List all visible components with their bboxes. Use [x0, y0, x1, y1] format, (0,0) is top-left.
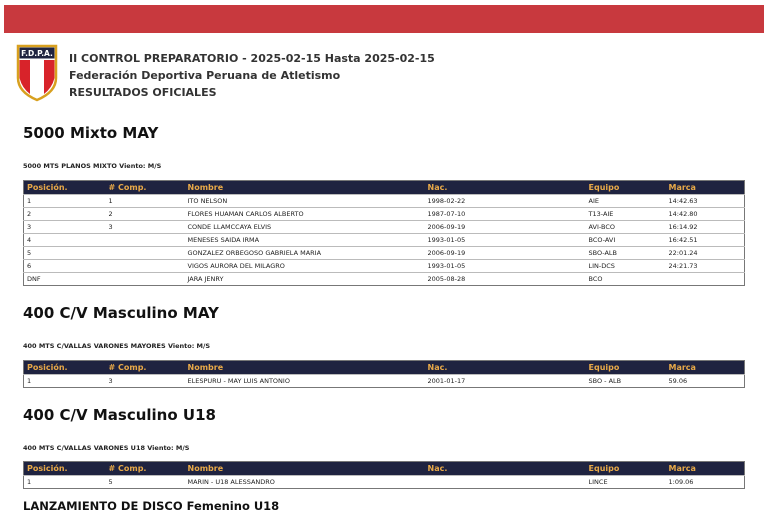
column-header-team: Equipo — [588, 464, 620, 473]
cell-mark: 1:09.06 — [666, 476, 745, 489]
cell-name: VIGOS AURORA DEL MILAGRO — [185, 260, 425, 273]
cell-position: 3 — [24, 221, 106, 234]
table-row — [24, 221, 745, 234]
cell-name: GONZALEZ ORBEGOSO GABRIELA MARIA — [185, 247, 425, 260]
cell-team: AIE — [586, 195, 666, 208]
cell-name: ITO NELSON — [185, 195, 425, 208]
table-row — [24, 195, 745, 208]
column-header-comp-number: # Comp. — [108, 183, 147, 192]
section-title: 5000 Mixto MAY — [23, 124, 159, 142]
cell-birth-date — [425, 476, 586, 489]
cell-comp-number: 3 — [106, 375, 185, 388]
cell-position: DNF — [24, 273, 106, 286]
cell-name: ELESPURU - MAY LUIS ANTONIO — [185, 375, 425, 388]
top-banner — [4, 5, 764, 33]
table-row — [24, 375, 745, 388]
column-header-name: Nombre — [187, 464, 224, 473]
cell-team: LIN-DCS — [586, 260, 666, 273]
column-header-name: Nombre — [187, 363, 224, 372]
cell-comp-number — [106, 273, 185, 286]
section-title: 400 C/V Masculino MAY — [23, 304, 219, 322]
column-header-birth-date: Nac. — [427, 464, 448, 473]
column-header-comp-number: # Comp. — [108, 363, 147, 372]
cell-team: T13-AIE — [586, 208, 666, 221]
cell-team: BCO-AVI — [586, 234, 666, 247]
table-row — [24, 247, 745, 260]
cell-name: MENESES SAIDA IRMA — [185, 234, 425, 247]
cell-position: 2 — [24, 208, 106, 221]
cell-comp-number: 5 — [106, 476, 185, 489]
table-row — [24, 208, 745, 221]
cell-mark: 59.06 — [666, 375, 745, 388]
cell-position: 1 — [24, 476, 106, 489]
table-row — [24, 234, 745, 247]
cell-team: LINCE — [586, 476, 666, 489]
cell-position: 4 — [24, 234, 106, 247]
cell-name: MARIN - U18 ALESSANDRO — [185, 476, 425, 489]
cell-name: CONDE LLAMCCAYA ELVIS — [185, 221, 425, 234]
logo-text: F.D.P.A. — [21, 49, 53, 58]
cell-position: 6 — [24, 260, 106, 273]
cell-position: 5 — [24, 247, 106, 260]
column-header-name: Nombre — [187, 183, 224, 192]
column-header-mark: Marca — [668, 363, 696, 372]
table-row — [24, 476, 745, 489]
cell-team: BCO — [586, 273, 666, 286]
cell-birth-date: 1993-01-05 — [425, 234, 586, 247]
column-header-birth-date: Nac. — [427, 363, 448, 372]
fdpa-logo — [16, 44, 58, 102]
cell-comp-number — [106, 260, 185, 273]
section-subtitle: 400 MTS C/VALLAS VARONES MAYORES Viento: M/S — [23, 342, 211, 350]
table-header-row — [24, 181, 745, 195]
section-subtitle: 5000 MTS PLANOS MIXTO Viento: M/S — [23, 162, 162, 170]
column-header-team: Equipo — [588, 363, 620, 372]
results-table — [23, 461, 745, 489]
cell-position: 1 — [24, 195, 106, 208]
column-header-mark: Marca — [668, 464, 696, 473]
cell-comp-number: 1 — [106, 195, 185, 208]
column-header-team: Equipo — [588, 183, 620, 192]
next-section-title: LANZAMIENTO DE DISCO Femenino U18 — [23, 499, 280, 513]
cell-team: AVI-BCO — [586, 221, 666, 234]
cell-comp-number: 2 — [106, 208, 185, 221]
column-header-comp-number: # Comp. — [108, 464, 147, 473]
section-subtitle: 400 MTS C/VALLAS VARONES U18 Viento: M/S — [23, 444, 190, 452]
cell-team: SBO-ALB — [586, 247, 666, 260]
table-row — [24, 273, 745, 286]
event-header — [69, 50, 435, 101]
cell-birth-date: 2006-09-19 — [425, 247, 586, 260]
cell-mark: 16:14.92 — [666, 221, 745, 234]
table-header-row — [24, 462, 745, 476]
cell-birth-date: 2005-08-28 — [425, 273, 586, 286]
section-title: 400 C/V Masculino U18 — [23, 406, 216, 424]
cell-mark: 14:42.63 — [666, 195, 745, 208]
results-table — [23, 360, 745, 388]
federation-name: Federación Deportiva Peruana de Atletismo — [69, 69, 341, 82]
cell-mark: 14:42.80 — [666, 208, 745, 221]
table-header-row — [24, 361, 745, 375]
cell-name: FLORES HUAMAN CARLOS ALBERTO — [185, 208, 425, 221]
table-row — [24, 260, 745, 273]
cell-comp-number: 3 — [106, 221, 185, 234]
column-header-position: Posición. — [27, 464, 68, 473]
cell-mark — [666, 273, 745, 286]
cell-name: JARA JENRY — [185, 273, 425, 286]
cell-birth-date: 1998-02-22 — [425, 195, 586, 208]
column-header-mark: Marca — [668, 183, 696, 192]
cell-birth-date: 1993-01-05 — [425, 260, 586, 273]
cell-birth-date: 1987-07-10 — [425, 208, 586, 221]
column-header-position: Posición. — [27, 363, 68, 372]
cell-mark: 16:42.51 — [666, 234, 745, 247]
cell-birth-date: 2001-01-17 — [425, 375, 586, 388]
cell-comp-number — [106, 234, 185, 247]
cell-birth-date: 2006-09-19 — [425, 221, 586, 234]
results-table — [23, 180, 745, 286]
column-header-position: Posición. — [27, 183, 68, 192]
cell-mark: 22:01.24 — [666, 247, 745, 260]
cell-comp-number — [106, 247, 185, 260]
results-label: RESULTADOS OFICIALES — [69, 86, 217, 99]
column-header-birth-date: Nac. — [427, 183, 448, 192]
cell-team: SBO - ALB — [586, 375, 666, 388]
cell-mark: 24:21.73 — [666, 260, 745, 273]
cell-position: 1 — [24, 375, 106, 388]
event-title: II CONTROL PREPARATORIO - 2025-02-15 Hasta 2025-02-15 — [69, 52, 435, 65]
